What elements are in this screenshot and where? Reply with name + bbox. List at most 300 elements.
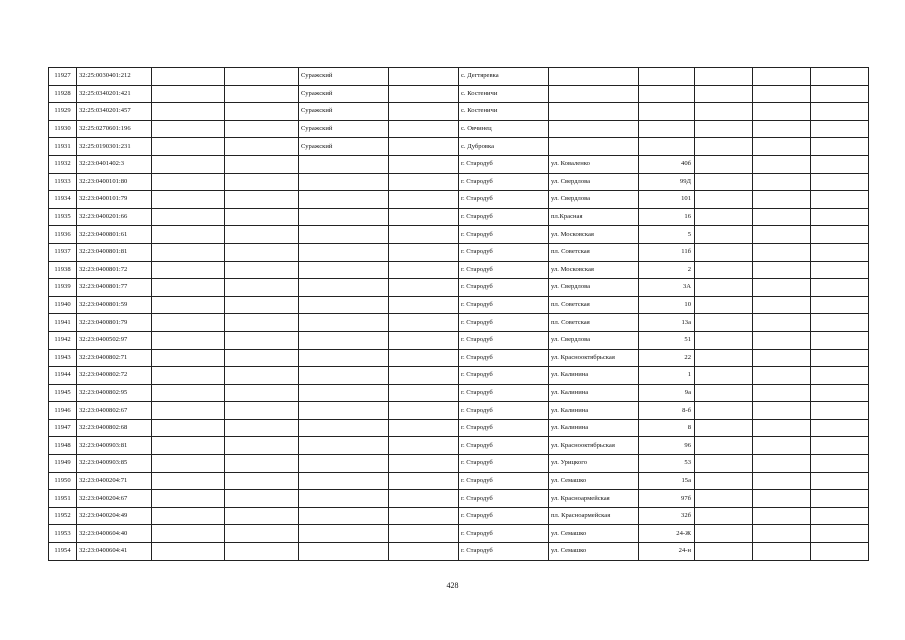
empty-cell [225, 472, 299, 490]
empty-cell [389, 279, 459, 297]
empty-cell [225, 367, 299, 385]
empty-cell [152, 384, 225, 402]
district-cell: Суражский [299, 68, 389, 86]
empty-cell [695, 314, 753, 332]
empty-cell [225, 173, 299, 191]
settlement-cell: с. Дегтяревка [459, 68, 549, 86]
empty-cell [225, 419, 299, 437]
empty-cell [152, 226, 225, 244]
empty-cell [753, 384, 811, 402]
house-number-cell [639, 103, 695, 121]
settlement-cell: г. Стародуб [459, 437, 549, 455]
empty-cell [225, 525, 299, 543]
empty-cell [225, 120, 299, 138]
empty-cell [389, 243, 459, 261]
house-number-cell: 22 [639, 349, 695, 367]
district-cell [299, 296, 389, 314]
row-number-cell: 11954 [49, 543, 77, 561]
empty-cell [811, 138, 869, 156]
empty-cell [753, 85, 811, 103]
row-number-cell: 11953 [49, 525, 77, 543]
empty-cell [389, 173, 459, 191]
empty-cell [225, 103, 299, 121]
street-cell [549, 120, 639, 138]
district-cell [299, 419, 389, 437]
empty-cell [389, 261, 459, 279]
district-cell: Суражский [299, 85, 389, 103]
house-number-cell [639, 138, 695, 156]
empty-cell [389, 208, 459, 226]
district-cell [299, 155, 389, 173]
empty-cell [811, 85, 869, 103]
empty-cell [389, 191, 459, 209]
empty-cell [225, 279, 299, 297]
settlement-cell: г. Стародуб [459, 173, 549, 191]
empty-cell [152, 261, 225, 279]
empty-cell [225, 138, 299, 156]
house-number-cell: 40б [639, 155, 695, 173]
table-row [49, 490, 869, 508]
empty-cell [695, 402, 753, 420]
table-row [49, 155, 869, 173]
row-number-cell: 11932 [49, 155, 77, 173]
house-number-cell: 2 [639, 261, 695, 279]
street-cell: ул. Свердлова [549, 279, 639, 297]
empty-cell [753, 279, 811, 297]
house-number-cell: 24-н [639, 543, 695, 561]
table-row [49, 419, 869, 437]
settlement-cell: г. Стародуб [459, 419, 549, 437]
empty-cell [152, 349, 225, 367]
empty-cell [753, 419, 811, 437]
empty-cell [695, 543, 753, 561]
empty-cell [225, 543, 299, 561]
empty-cell [389, 402, 459, 420]
district-cell [299, 243, 389, 261]
empty-cell [811, 226, 869, 244]
empty-cell [753, 226, 811, 244]
empty-cell [753, 68, 811, 86]
district-cell [299, 173, 389, 191]
empty-cell [389, 85, 459, 103]
cadastral-number-cell: 32:23:0400204:49 [77, 507, 152, 525]
district-cell [299, 279, 389, 297]
table-row [49, 138, 869, 156]
empty-cell [753, 155, 811, 173]
house-number-cell: 99Д [639, 173, 695, 191]
empty-cell [152, 490, 225, 508]
empty-cell [152, 120, 225, 138]
empty-cell [225, 384, 299, 402]
house-number-cell: 51 [639, 331, 695, 349]
settlement-cell: с. Овчинец [459, 120, 549, 138]
empty-cell [152, 173, 225, 191]
street-cell: ул. Красноармейская [549, 490, 639, 508]
table-row [49, 191, 869, 209]
settlement-cell: г. Стародуб [459, 490, 549, 508]
empty-cell [225, 490, 299, 508]
empty-cell [811, 191, 869, 209]
empty-cell [695, 191, 753, 209]
table-row [49, 402, 869, 420]
empty-cell [225, 243, 299, 261]
table-row [49, 349, 869, 367]
table-row [49, 437, 869, 455]
cadastral-number-cell: 32:23:0400802:71 [77, 349, 152, 367]
row-number-cell: 11934 [49, 191, 77, 209]
cadastral-number-cell: 32:23:0400801:79 [77, 314, 152, 332]
empty-cell [152, 402, 225, 420]
table-row [49, 455, 869, 473]
settlement-cell: г. Стародуб [459, 525, 549, 543]
empty-cell [695, 120, 753, 138]
empty-cell [225, 437, 299, 455]
empty-cell [225, 402, 299, 420]
empty-cell [389, 331, 459, 349]
empty-cell [811, 402, 869, 420]
table-row [49, 507, 869, 525]
empty-cell [695, 419, 753, 437]
row-number-cell: 11937 [49, 243, 77, 261]
empty-cell [753, 243, 811, 261]
empty-cell [695, 349, 753, 367]
empty-cell [811, 296, 869, 314]
empty-cell [753, 261, 811, 279]
cadastral-number-cell: 32:25:0190301:231 [77, 138, 152, 156]
street-cell: ул. Краснооктябрьская [549, 437, 639, 455]
settlement-cell: с. Костеничи [459, 103, 549, 121]
row-number-cell: 11928 [49, 85, 77, 103]
empty-cell [695, 490, 753, 508]
empty-cell [811, 507, 869, 525]
street-cell: ул. Коваленко [549, 155, 639, 173]
empty-cell [695, 455, 753, 473]
empty-cell [152, 331, 225, 349]
empty-cell [152, 525, 225, 543]
empty-cell [225, 208, 299, 226]
street-cell [549, 138, 639, 156]
cadastral-number-cell: 32:23:0400604:41 [77, 543, 152, 561]
row-number-cell: 11951 [49, 490, 77, 508]
table-row [49, 331, 869, 349]
empty-cell [753, 296, 811, 314]
table-row [49, 226, 869, 244]
empty-cell [811, 525, 869, 543]
district-cell: Суражский [299, 120, 389, 138]
empty-cell [753, 208, 811, 226]
empty-cell [695, 208, 753, 226]
table-row [49, 103, 869, 121]
empty-cell [389, 226, 459, 244]
district-cell [299, 261, 389, 279]
table-body [49, 68, 869, 561]
page-number: 428 [446, 581, 459, 590]
cadastral-number-cell: 32:23:0400801:72 [77, 261, 152, 279]
empty-cell [753, 173, 811, 191]
district-cell [299, 367, 389, 385]
empty-cell [152, 243, 225, 261]
row-number-cell: 11935 [49, 208, 77, 226]
empty-cell [152, 138, 225, 156]
empty-cell [753, 367, 811, 385]
empty-cell [152, 155, 225, 173]
cadastral-number-cell: 32:23:0400201:66 [77, 208, 152, 226]
empty-cell [753, 525, 811, 543]
row-number-cell: 11945 [49, 384, 77, 402]
table-row [49, 120, 869, 138]
settlement-cell: г. Стародуб [459, 507, 549, 525]
empty-cell [389, 419, 459, 437]
settlement-cell: г. Стародуб [459, 155, 549, 173]
empty-cell [695, 507, 753, 525]
empty-cell [389, 103, 459, 121]
empty-cell [811, 155, 869, 173]
empty-cell [811, 472, 869, 490]
empty-cell [811, 243, 869, 261]
empty-cell [753, 402, 811, 420]
registry-table [48, 67, 869, 561]
house-number-cell: 96 [639, 437, 695, 455]
cadastral-number-cell: 32:23:0400903:85 [77, 455, 152, 473]
row-number-cell: 11944 [49, 367, 77, 385]
district-cell [299, 226, 389, 244]
cadastral-number-cell: 32:23:0400903:81 [77, 437, 152, 455]
row-number-cell: 11938 [49, 261, 77, 279]
house-number-cell [639, 120, 695, 138]
street-cell: ул. Калинина [549, 384, 639, 402]
house-number-cell: 8 [639, 419, 695, 437]
empty-cell [811, 384, 869, 402]
settlement-cell: г. Стародуб [459, 226, 549, 244]
table-row [49, 208, 869, 226]
row-number-cell: 11936 [49, 226, 77, 244]
settlement-cell: г. Стародуб [459, 279, 549, 297]
street-cell: ул. Урицкого [549, 455, 639, 473]
row-number-cell: 11927 [49, 68, 77, 86]
house-number-cell: 11б [639, 243, 695, 261]
empty-cell [695, 384, 753, 402]
empty-cell [389, 384, 459, 402]
empty-cell [152, 279, 225, 297]
street-cell: ул. Московская [549, 261, 639, 279]
street-cell: ул. Свердлова [549, 331, 639, 349]
cadastral-number-cell: 32:23:0400101:80 [77, 173, 152, 191]
district-cell [299, 314, 389, 332]
empty-cell [695, 226, 753, 244]
settlement-cell: с. Костеничи [459, 85, 549, 103]
cadastral-number-cell: 32:23:0400802:72 [77, 367, 152, 385]
empty-cell [753, 490, 811, 508]
empty-cell [695, 296, 753, 314]
empty-cell [811, 261, 869, 279]
street-cell: ул. Калинина [549, 402, 639, 420]
empty-cell [695, 331, 753, 349]
empty-cell [695, 155, 753, 173]
empty-cell [753, 331, 811, 349]
district-cell [299, 490, 389, 508]
settlement-cell: г. Стародуб [459, 191, 549, 209]
cadastral-number-cell: 32:23:0400801:59 [77, 296, 152, 314]
table-row [49, 261, 869, 279]
house-number-cell: 10 [639, 296, 695, 314]
table-row [49, 85, 869, 103]
row-number-cell: 11943 [49, 349, 77, 367]
cadastral-number-cell: 32:23:0400604:40 [77, 525, 152, 543]
street-cell: ул. Калинина [549, 367, 639, 385]
row-number-cell: 11940 [49, 296, 77, 314]
house-number-cell: 1 [639, 367, 695, 385]
empty-cell [152, 472, 225, 490]
empty-cell [695, 85, 753, 103]
table-row [49, 384, 869, 402]
district-cell [299, 208, 389, 226]
cadastral-number-cell: 32:23:0400801:81 [77, 243, 152, 261]
empty-cell [389, 349, 459, 367]
empty-cell [753, 543, 811, 561]
empty-cell [753, 437, 811, 455]
empty-cell [389, 437, 459, 455]
table-row [49, 68, 869, 86]
empty-cell [225, 155, 299, 173]
settlement-cell: г. Стародуб [459, 314, 549, 332]
empty-cell [225, 296, 299, 314]
district-cell [299, 331, 389, 349]
empty-cell [152, 208, 225, 226]
empty-cell [389, 155, 459, 173]
empty-cell [811, 120, 869, 138]
empty-cell [695, 68, 753, 86]
empty-cell [389, 68, 459, 86]
street-cell: ул. Калинина [549, 419, 639, 437]
empty-cell [811, 543, 869, 561]
empty-cell [695, 367, 753, 385]
street-cell [549, 68, 639, 86]
empty-cell [695, 138, 753, 156]
settlement-cell: г. Стародуб [459, 402, 549, 420]
empty-cell [152, 68, 225, 86]
cadastral-number-cell: 32:23:0400802:95 [77, 384, 152, 402]
row-number-cell: 11947 [49, 419, 77, 437]
empty-cell [225, 85, 299, 103]
row-number-cell: 11948 [49, 437, 77, 455]
empty-cell [389, 490, 459, 508]
street-cell: пл. Советская [549, 296, 639, 314]
table-row [49, 243, 869, 261]
empty-cell [389, 296, 459, 314]
row-number-cell: 11939 [49, 279, 77, 297]
street-cell: пл. Советская [549, 314, 639, 332]
table-row [49, 296, 869, 314]
empty-cell [695, 279, 753, 297]
row-number-cell: 11933 [49, 173, 77, 191]
cadastral-number-cell: 32:25:0030401:212 [77, 68, 152, 86]
house-number-cell [639, 85, 695, 103]
house-number-cell: 101 [639, 191, 695, 209]
house-number-cell: 8-б [639, 402, 695, 420]
empty-cell [811, 419, 869, 437]
street-cell: пл. Красноармейская [549, 507, 639, 525]
street-cell: ул. Московская [549, 226, 639, 244]
cadastral-number-cell: 32:23:0400801:77 [77, 279, 152, 297]
empty-cell [225, 261, 299, 279]
empty-cell [753, 472, 811, 490]
empty-cell [152, 314, 225, 332]
house-number-cell: 32б [639, 507, 695, 525]
district-cell [299, 543, 389, 561]
empty-cell [811, 437, 869, 455]
house-number-cell: 5 [639, 226, 695, 244]
empty-cell [389, 314, 459, 332]
empty-cell [152, 296, 225, 314]
row-number-cell: 11949 [49, 455, 77, 473]
empty-cell [225, 507, 299, 525]
empty-cell [753, 349, 811, 367]
row-number-cell: 11930 [49, 120, 77, 138]
settlement-cell: г. Стародуб [459, 543, 549, 561]
cadastral-number-cell: 32:23:0400101:79 [77, 191, 152, 209]
table-row [49, 543, 869, 561]
cadastral-number-cell: 32:25:0270601:196 [77, 120, 152, 138]
street-cell [549, 85, 639, 103]
cadastral-number-cell: 32:23:0400802:68 [77, 419, 152, 437]
district-cell [299, 455, 389, 473]
empty-cell [753, 103, 811, 121]
settlement-cell: г. Стародуб [459, 208, 549, 226]
house-number-cell [639, 68, 695, 86]
empty-cell [811, 279, 869, 297]
empty-cell [695, 173, 753, 191]
house-number-cell: 16 [639, 208, 695, 226]
cadastral-number-cell: 32:23:0400204:67 [77, 490, 152, 508]
empty-cell [225, 331, 299, 349]
district-cell [299, 472, 389, 490]
empty-cell [152, 85, 225, 103]
empty-cell [389, 472, 459, 490]
street-cell: ул. Свердлова [549, 173, 639, 191]
empty-cell [389, 507, 459, 525]
empty-cell [695, 243, 753, 261]
house-number-cell: 15а [639, 472, 695, 490]
empty-cell [389, 455, 459, 473]
district-cell [299, 437, 389, 455]
empty-cell [695, 437, 753, 455]
empty-cell [225, 314, 299, 332]
empty-cell [389, 138, 459, 156]
empty-cell [811, 103, 869, 121]
district-cell [299, 384, 389, 402]
cadastral-number-cell: 32:23:0401402:3 [77, 155, 152, 173]
empty-cell [152, 191, 225, 209]
street-cell: ул. Свердлова [549, 191, 639, 209]
empty-cell [152, 455, 225, 473]
empty-cell [811, 349, 869, 367]
street-cell: ул. Семашко [549, 525, 639, 543]
empty-cell [389, 120, 459, 138]
empty-cell [152, 419, 225, 437]
empty-cell [695, 261, 753, 279]
table-row [49, 314, 869, 332]
empty-cell [695, 103, 753, 121]
empty-cell [753, 138, 811, 156]
row-number-cell: 11942 [49, 331, 77, 349]
settlement-cell: г. Стародуб [459, 384, 549, 402]
settlement-cell: г. Стародуб [459, 296, 549, 314]
empty-cell [152, 103, 225, 121]
row-number-cell: 11946 [49, 402, 77, 420]
empty-cell [753, 455, 811, 473]
empty-cell [695, 525, 753, 543]
street-cell: ул. Семашко [549, 472, 639, 490]
